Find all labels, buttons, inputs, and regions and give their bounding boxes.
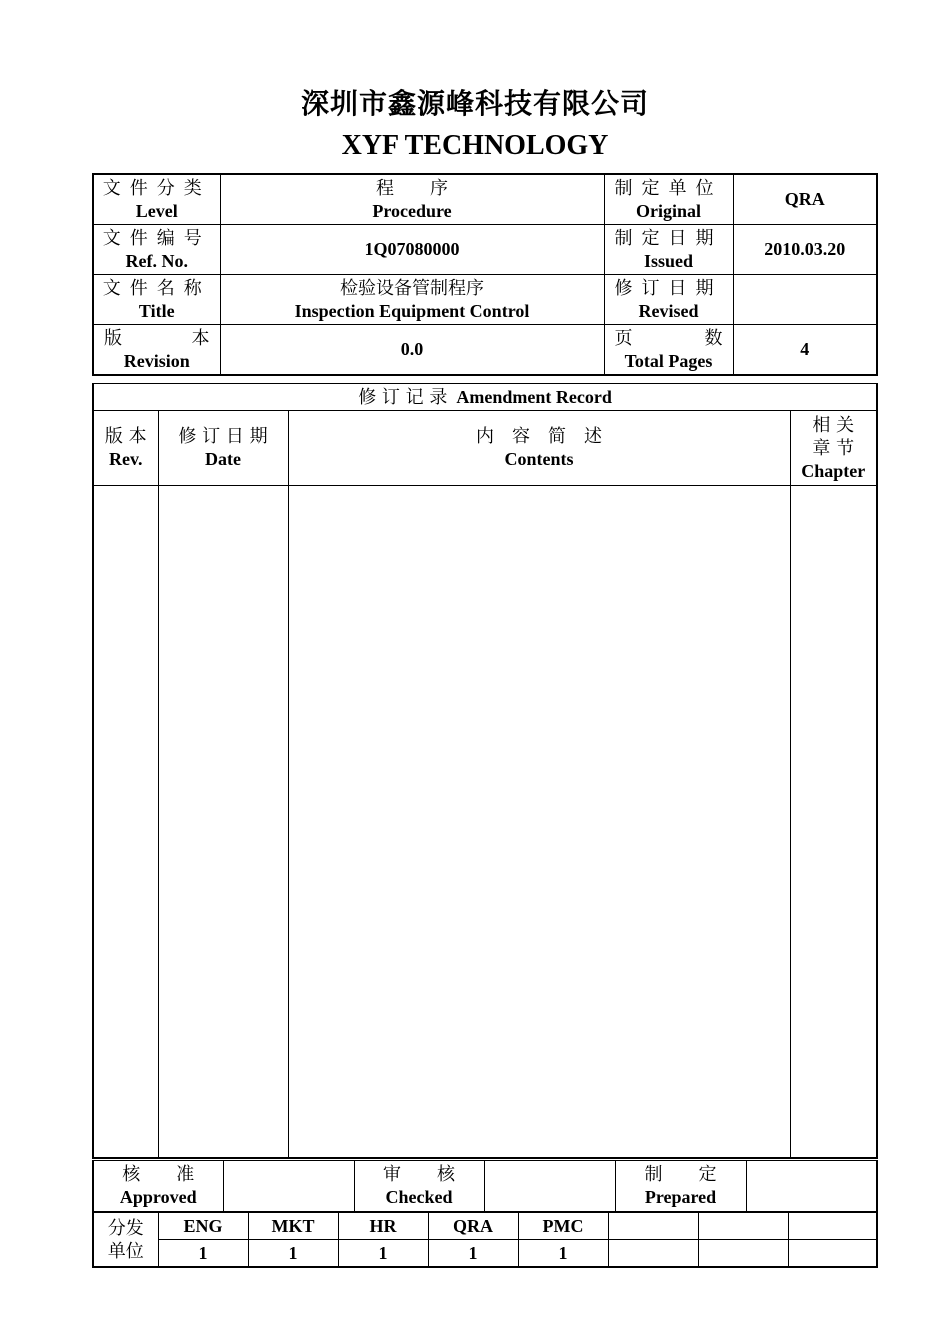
distribution-label: 分发 单位 bbox=[93, 1213, 158, 1268]
level-value: 程 序 Procedure bbox=[220, 174, 604, 225]
count-qra: 1 bbox=[428, 1240, 518, 1268]
amendment-title-row bbox=[93, 384, 877, 411]
level-label: 文件分类 Level bbox=[93, 174, 220, 225]
col-contents-header: 内 容 简 述 Contents bbox=[288, 411, 790, 486]
distribution-dept-row bbox=[93, 1213, 877, 1240]
count-eng: 1 bbox=[158, 1240, 248, 1268]
original-value: QRA bbox=[733, 174, 877, 225]
revision-label: 版 本 Revision bbox=[93, 325, 220, 376]
revision-row bbox=[93, 325, 877, 376]
dept-pmc: PMC bbox=[518, 1213, 608, 1240]
col-chapter-header: 相 关 章 节 Chapter bbox=[790, 411, 877, 486]
dept-empty-2[interactable] bbox=[698, 1213, 788, 1240]
title-label: 文件名称 Title bbox=[93, 275, 220, 325]
count-pmc: 1 bbox=[518, 1240, 608, 1268]
distribution-count-row bbox=[93, 1240, 877, 1268]
distribution-table bbox=[92, 1212, 878, 1268]
checked-signature-cell[interactable] bbox=[484, 1161, 615, 1213]
title-row bbox=[93, 275, 877, 325]
col-rev-header: 版 本 Rev. bbox=[93, 411, 158, 486]
original-label: 制定单位 Original bbox=[604, 174, 733, 225]
count-empty-1[interactable] bbox=[608, 1240, 698, 1268]
contents-cell[interactable] bbox=[288, 486, 790, 1159]
dept-mkt: MKT bbox=[248, 1213, 338, 1240]
col-date-header: 修 订 日 期 Date bbox=[158, 411, 288, 486]
issued-value: 2010.03.20 bbox=[733, 225, 877, 275]
pages-value: 4 bbox=[733, 325, 877, 376]
amendment-record-table bbox=[92, 383, 878, 1159]
amendment-header-row bbox=[93, 411, 877, 486]
count-hr: 1 bbox=[338, 1240, 428, 1268]
level-row bbox=[93, 174, 877, 225]
dept-empty-1[interactable] bbox=[608, 1213, 698, 1240]
dept-empty-3[interactable] bbox=[788, 1213, 877, 1240]
revision-value: 0.0 bbox=[220, 325, 604, 376]
count-empty-3[interactable] bbox=[788, 1240, 877, 1268]
document-header-table bbox=[92, 173, 878, 376]
signoff-row bbox=[93, 1161, 877, 1213]
count-empty-2[interactable] bbox=[698, 1240, 788, 1268]
dept-eng: ENG bbox=[158, 1213, 248, 1240]
issued-label: 制定日期 Issued bbox=[604, 225, 733, 275]
company-name-en: XYF TECHNOLOGY bbox=[341, 130, 609, 161]
count-mkt: 1 bbox=[248, 1240, 338, 1268]
prepared-signature-cell[interactable] bbox=[746, 1161, 877, 1213]
amendment-title: 修 订 记 录 Amendment Record bbox=[93, 384, 877, 411]
company-name-cn: 深圳市鑫源峰科技有限公司 bbox=[300, 87, 649, 120]
ref-value: 1Q07080000 bbox=[220, 225, 604, 275]
ref-label: 文件编号 Ref. No. bbox=[93, 225, 220, 275]
rev-cell[interactable] bbox=[93, 486, 158, 1159]
revised-label: 修订日期 Revised bbox=[604, 275, 733, 325]
signoff-table bbox=[92, 1160, 878, 1213]
dept-qra: QRA bbox=[428, 1213, 518, 1240]
amendment-body-row bbox=[93, 486, 877, 1159]
dept-hr: HR bbox=[338, 1213, 428, 1240]
pages-label: 页 数 Total Pages bbox=[604, 325, 733, 376]
ref-row bbox=[93, 225, 877, 275]
title-value: 检验设备管制程序 Inspection Equipment Control bbox=[220, 275, 604, 325]
prepared-label: 制 定 Prepared bbox=[615, 1161, 746, 1213]
chapter-cell[interactable] bbox=[790, 486, 877, 1159]
revised-value bbox=[733, 275, 877, 325]
approved-label: 核 准 Approved bbox=[93, 1161, 223, 1213]
approved-signature-cell[interactable] bbox=[223, 1161, 354, 1213]
date-cell[interactable] bbox=[158, 486, 288, 1159]
checked-label: 审 核 Checked bbox=[354, 1161, 484, 1213]
